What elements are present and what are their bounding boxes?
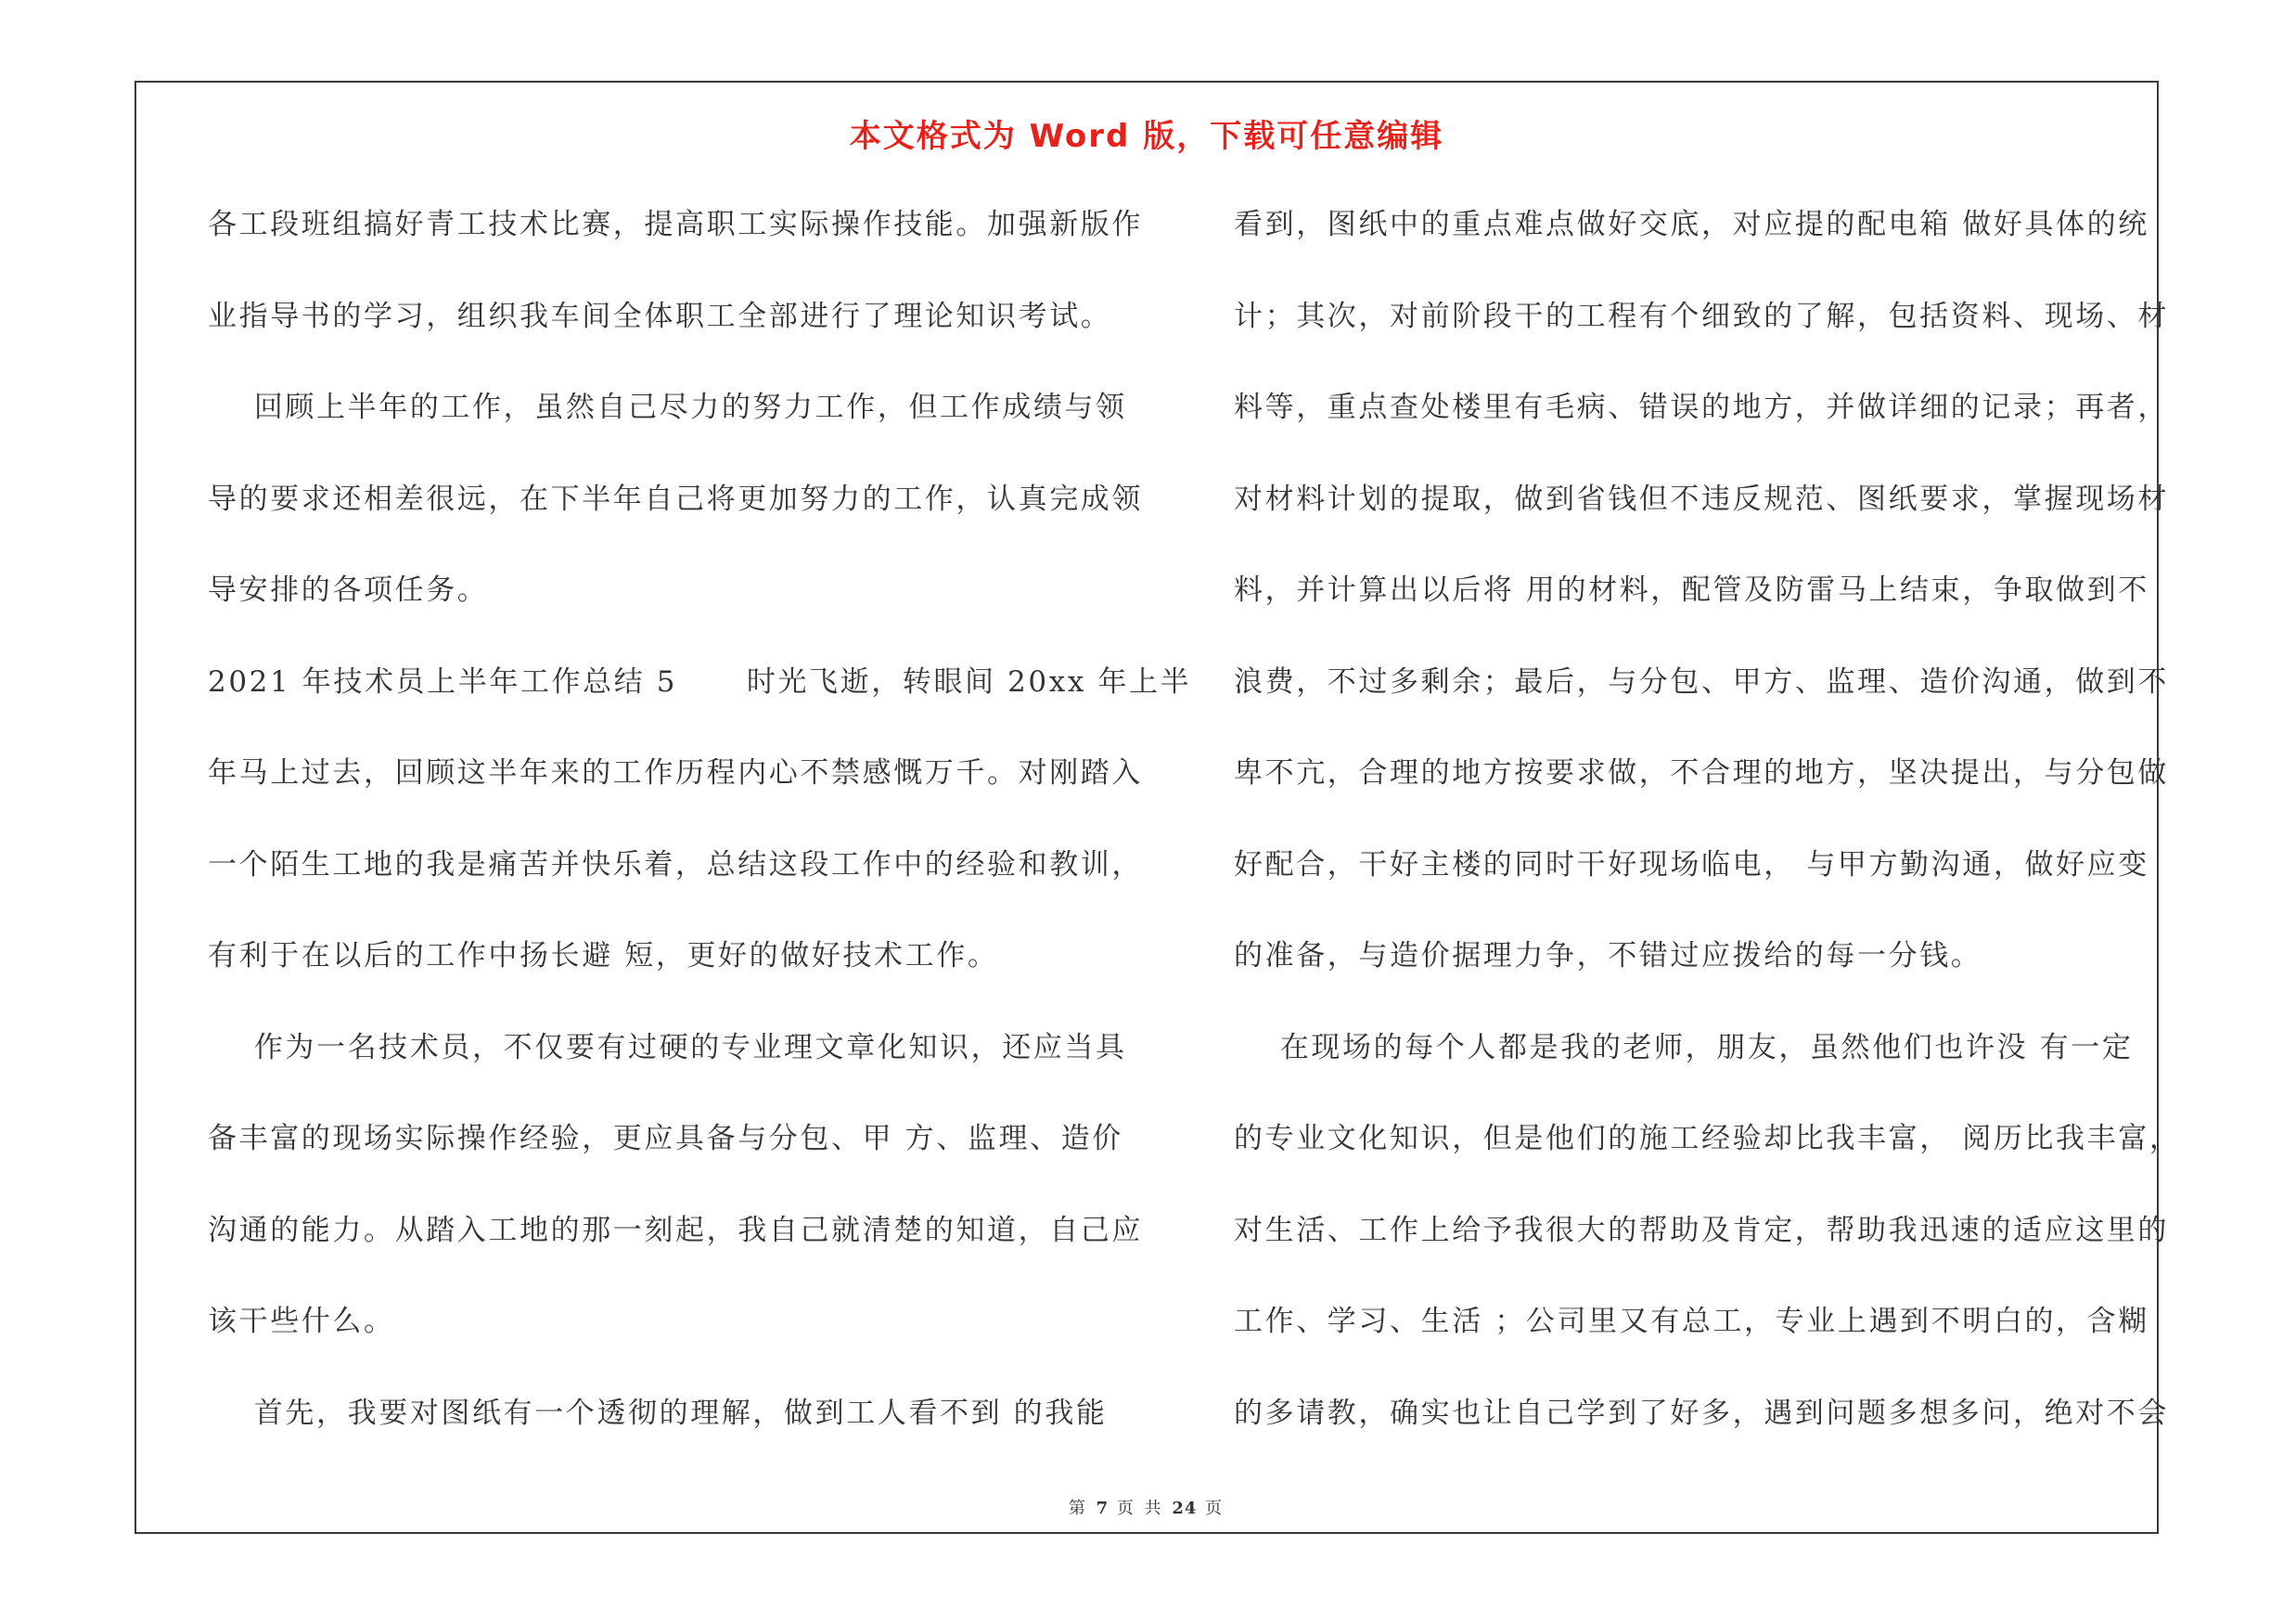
text-line: 的专业文化知识，但是他们的施工经验却比我丰富， 阅历比我丰富， bbox=[1234, 1122, 2181, 1155]
text-line: 年马上过去，回顾这半年来的工作历程内心不禁感慨万千。对刚踏入 bbox=[208, 756, 1143, 790]
footer-prefix: 第 bbox=[1068, 1499, 1088, 1518]
text-line: 导安排的各项任务。 bbox=[208, 573, 489, 607]
text-line: 业指导书的学习，组织我车间全体职工全部进行了理论知识考试。 bbox=[208, 299, 1112, 333]
text-line: 的准备，与造价据理力争，不错过应拨给的每一分钱。 bbox=[1234, 939, 1982, 973]
text-line: 回顾上半年的工作，虽然自己尽力的努力工作，但工作成绩与领 bbox=[208, 391, 1127, 424]
left-text-column bbox=[208, 179, 1192, 1459]
format-notice-header: 本文格式为 Word 版，下载可任意编辑 bbox=[849, 118, 1444, 155]
text-line: 计；其次，对前阶段干的工程有个细致的了解，包括资料、现场、材 bbox=[1234, 299, 2169, 333]
text-line: 料等，重点查处楼里有毛病、错误的地方，并做详细的记录；再者， bbox=[1234, 391, 2169, 424]
text-line: 该干些什么。 bbox=[208, 1305, 395, 1338]
text-line: 在现场的每个人都是我的老师，朋友，虽然他们也许没 有一定 bbox=[1234, 1030, 2134, 1064]
text-line: 各工段班组搞好青工技术比赛，提高职工实际操作技能。加强新版作 bbox=[208, 208, 1143, 241]
document-page bbox=[135, 81, 2181, 1534]
text-line: 备丰富的现场实际操作经验，更应具备与分包、甲 方、监理、造价 bbox=[208, 1122, 1123, 1155]
text-line: 卑不亢，合理的地方按要求做，不合理的地方，坚决提出，与分包做 bbox=[1234, 756, 2169, 790]
text-line: 一个陌生工地的我是痛苦并快乐着，总结这段工作中的经验和教训， bbox=[208, 847, 1143, 882]
text-line: 看到，图纸中的重点难点做好交底，对应提的配电箱 做好具体的统 bbox=[1234, 208, 2149, 241]
text-line: 作为一名技术员，不仅要有过硬的专业理文章化知识，还应当具 bbox=[208, 1030, 1127, 1064]
text-line: 的多请教，确实也让自己学到了好多，遇到问题多想多问，绝对不会 bbox=[1234, 1396, 2169, 1430]
text-line: 浪费，不过多剩余；最后，与分包、甲方、监理、造价沟通，做到不 bbox=[1234, 664, 2169, 699]
text-line: 沟通的能力。从踏入工地的那一刻起，我自己就清楚的知道，自己应 bbox=[208, 1213, 1143, 1247]
text-line: 2021 年技术员上半年工作总结 5 时光飞逝，转眼间 20xx 年上半 bbox=[208, 664, 1192, 699]
text-line: 料，并计算出以后将 用的材料，配管及防雷马上结束，争取做到不 bbox=[1234, 573, 2149, 607]
current-page-number: 7 bbox=[1096, 1499, 1110, 1518]
footer-middle: 页 共 bbox=[1116, 1499, 1164, 1518]
right-text-column bbox=[1234, 179, 2181, 1459]
text-line: 好配合，干好主楼的同时干好现场临电， 与甲方勤沟通，做好应变 bbox=[1234, 847, 2149, 882]
text-line: 对生活、工作上给予我很大的帮助及肯定，帮助我迅速的适应这里的 bbox=[1234, 1213, 2169, 1247]
text-line: 有利于在以后的工作中扬长避 短，更好的做好技术工作。 bbox=[208, 939, 999, 973]
text-line: 导的要求还相差很远，在下半年自己将更加努力的工作，认真完成领 bbox=[208, 482, 1143, 516]
page-number-footer bbox=[136, 1495, 2157, 1519]
total-pages-number: 24 bbox=[1172, 1499, 1198, 1518]
text-line: 对材料计划的提取，做到省钱但不违反规范、图纸要求，掌握现场材 bbox=[1234, 482, 2169, 516]
text-line: 首先，我要对图纸有一个透彻的理解，做到工人看不到 的我能 bbox=[208, 1396, 1108, 1430]
footer-suffix: 页 bbox=[1205, 1499, 1225, 1518]
text-line: 工作、学习、生活 ；公司里又有总工，专业上遇到不明白的，含糊 bbox=[1234, 1305, 2149, 1338]
